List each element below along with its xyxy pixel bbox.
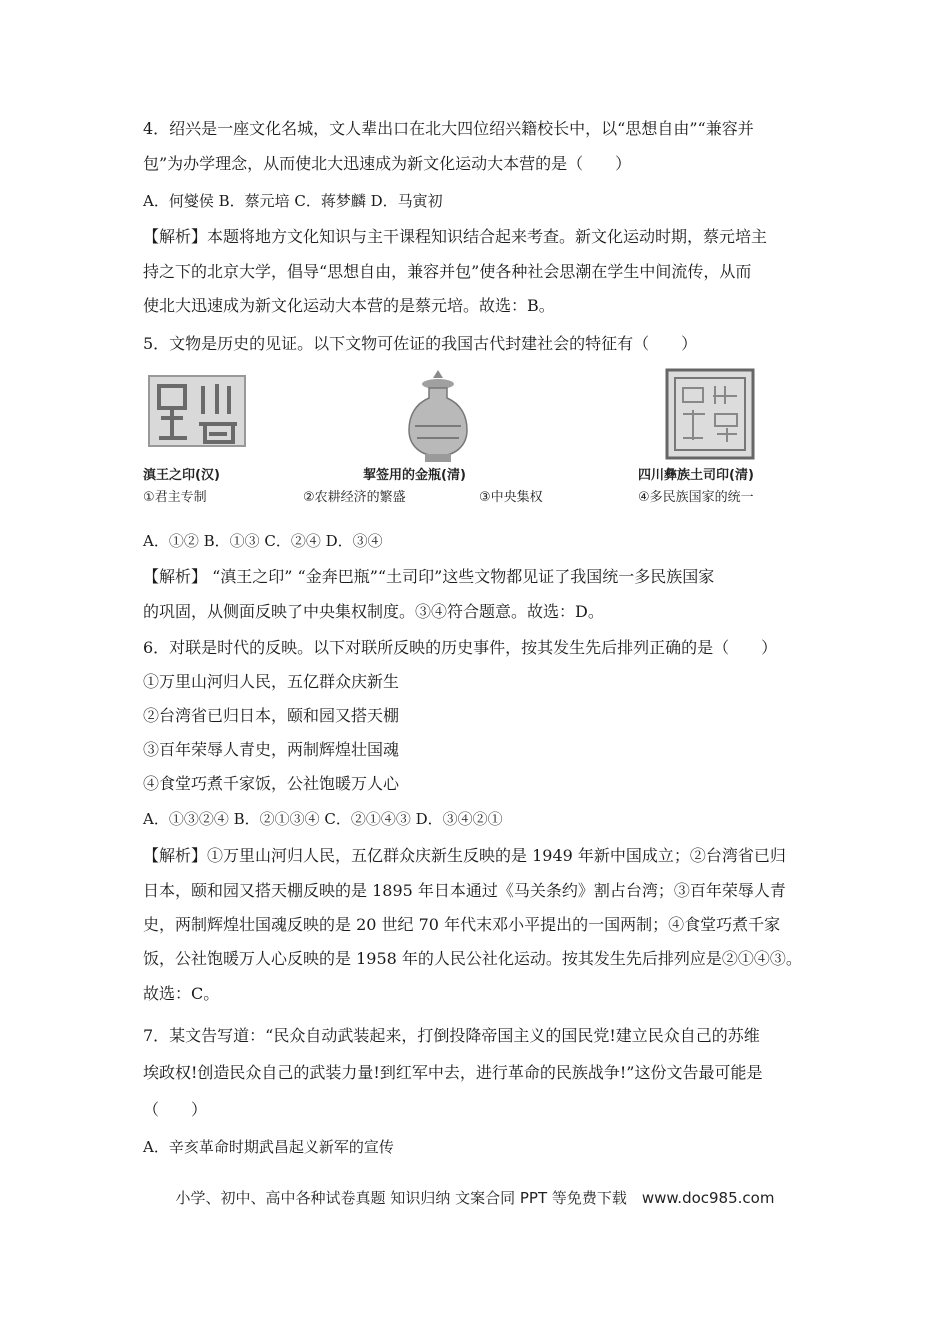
q6-analysis-line5: 故选：C。: [143, 984, 220, 1003]
q6-stem: 6．对联是时代的反映。以下对联所反映的历史事件，按其发生先后排列正确的是（ ）: [143, 638, 778, 657]
q5-stem: 5．文物是历史的见证。以下文物可佐证的我国古代封建社会的特征有（ ）: [143, 334, 698, 353]
label-2: ②农耕经济的繁盛: [303, 490, 406, 505]
q5-options: A．①② B．①③ C．②④ D．③④: [143, 532, 383, 550]
dian-seal-image: [147, 374, 247, 448]
label-1: ①君主专制: [143, 490, 207, 505]
q4-stem-line1: 4．绍兴是一座文化名城，文人辈出口在北大四位绍兴籍校长中，以“思想自由”“兼容并: [143, 119, 754, 138]
q5-analysis-line2: 的巩固，从侧面反映了中央集权制度。③④符合题意。故选：D。: [143, 602, 604, 621]
artifact-figure: [143, 366, 823, 506]
q7-stem-line3: （ ）: [143, 1100, 208, 1119]
q6-options: A．①③②④ B．②①③④ C．②①④③ D．③④②①: [143, 810, 503, 828]
label-3: ③中央集权: [479, 490, 543, 505]
golden-vase-image: [405, 368, 471, 464]
q7-stem-line2: 埃政权!创造民众自己的武装力量!到红军中去，进行革命的民族战争!”这份文告最可能是: [143, 1063, 763, 1082]
q4-analysis-line2: 持之下的北京大学，倡导“思想自由，兼容并包”使各种社会思潮在学生中间流传，从而: [143, 262, 752, 281]
q4-options: A．何燮侯 B．蔡元培 C．蒋梦麟 D．马寅初: [143, 192, 443, 210]
q6-item-1: ①万里山河归人民，五亿群众庆新生: [143, 672, 400, 691]
q6-analysis-line2: 日本，颐和园又搭天棚反映的是 1895 年日本通过《马关条约》割占台湾；③百年荣辱人青: [143, 881, 786, 900]
caption-golden-vase: 挈签用的金瓶(清): [363, 468, 466, 483]
q4-stem-line2: 包”为办学理念，从而使北大迅速成为新文化运动大本营的是（ ）: [143, 154, 632, 173]
q6-analysis-line4: 饭，公社饱暖万人心反映的是 1958 年的人民公社化运动。按其发生先后排列应是②①④③。: [143, 949, 802, 968]
q6-analysis-line3: 史，两制辉煌壮国魂反映的是 20 世纪 70 年代末邓小平提出的一国两制；④食堂巧煮千家: [143, 915, 781, 934]
q7-option-a: A．辛亥革命时期武昌起义新军的宣传: [143, 1138, 394, 1156]
q6-item-3: ③百年荣辱人青史，两制辉煌壮国魂: [143, 740, 400, 759]
q7-stem-line1: 7．某文告写道：“民众自动武装起来，打倒投降帝国主义的国民党!建立民众自己的苏维: [143, 1026, 760, 1045]
label-4: ④多民族国家的统一: [638, 490, 754, 505]
tusi-seal-image: [665, 368, 755, 460]
q4-analysis-line3: 使北大迅速成为新文化运动大本营的是蔡元培。故选：B。: [143, 296, 555, 315]
q5-analysis-line1: 【解析】 “滇王之印” “金奔巴瓶”“土司印”这些文物都见证了我国统一多民族国家: [143, 567, 715, 586]
page-footer: 小学、初中、高中各种试卷真题 知识归纳 文案合同 PPT 等免费下载 www.doc985.com: [175, 1189, 775, 1207]
q4-analysis-line1: 【解析】本题将地方文化知识与主干课程知识结合起来考查。新文化运动时期，蔡元培主: [143, 227, 768, 246]
q6-analysis-line1: 【解析】①万里山河归人民，五亿群众庆新生反映的是 1949 年新中国成立；②台湾省已归: [143, 846, 786, 865]
caption-dian-seal: 滇王之印(汉): [143, 468, 220, 483]
q6-item-4: ④食堂巧煮千家饭，公社饱暖万人心: [143, 774, 400, 793]
caption-tusi-seal: 四川彝族土司印(清): [638, 468, 754, 483]
q6-item-2: ②台湾省已归日本，颐和园又搭天棚: [143, 706, 400, 725]
